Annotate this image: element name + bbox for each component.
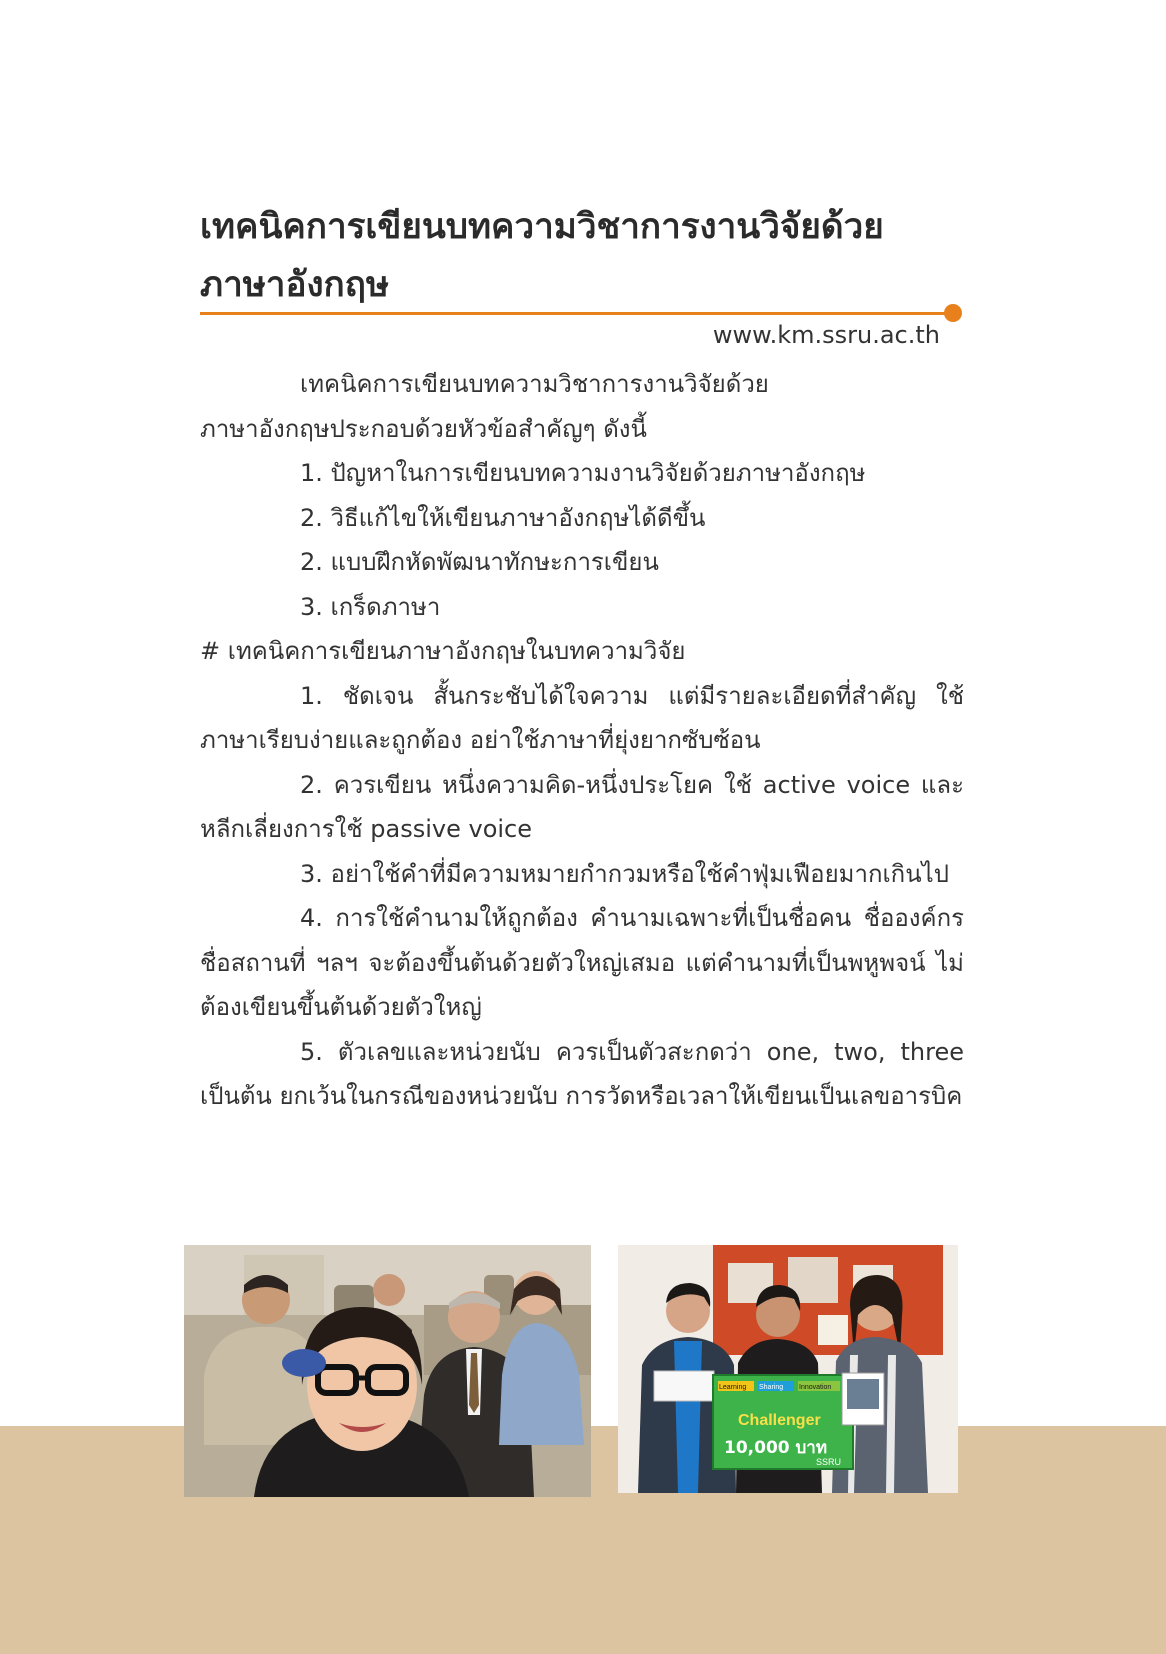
intro-line-1: เทคนิคการเขียนบทความวิชาการงานวิจัยด้วย — [300, 370, 769, 398]
tip-paragraph: 5. ตัวเลขและหน่วยนับ ควรเป็นตัวสะกดว่า one, two, three เป็นต้น ยกเว้นในกรณีของหน่วยนับ การวัดหรือเวลาให้เขียนเป็นเลขอารบิค — [200, 1037, 964, 1110]
banner-org: SSRU — [816, 1457, 842, 1467]
banner-word: Learning — [719, 1384, 747, 1391]
title-underline-dot — [944, 304, 962, 322]
workshop-group-photo — [184, 1245, 591, 1497]
section-heading: # เทคนิคการเขียนภาษาอังกฤษในบทความวิจัย — [200, 637, 686, 665]
intro-line-2: ภาษาอังกฤษประกอบด้วยหัวข้อสำคัญๆ ดังนี้ — [200, 414, 647, 443]
tip-paragraph: 3. อย่าใช้คำที่มีความหมายกำกวมหรือใช้คำฟุ่มเฟือยมากเกินไป — [300, 859, 949, 888]
workshop-photo-illustration — [184, 1245, 591, 1497]
banner-word: Innovation — [799, 1384, 832, 1391]
article-body — [200, 362, 964, 1119]
award-photo-illustration — [618, 1245, 958, 1493]
banner-word: Sharing — [759, 1384, 784, 1391]
award-ceremony-photo — [618, 1245, 958, 1493]
title-line-2: ภาษาอังกฤษ — [200, 265, 390, 305]
banner-amount: 10,000 บาท — [724, 1438, 828, 1458]
tip-paragraph: 4. การใช้คำนามให้ถูกต้อง คำนามเฉพาะที่เป็นชื่อคน ชื่อองค์กร ชื่อสถานที่ ฯลฯ จะต้องขึ้นต้นด้วยตัวใหญ่เสมอ แต่คำนามที่เป็นพหูพจน์ ไม่ต้องเขียนขึ้นต้นด้วยตัวใหญ่ — [200, 904, 964, 1021]
banner-title: Challenger — [738, 1412, 821, 1429]
topic-item: 1. ปัญหาในการเขียนบทความงานวิจัยด้วยภาษาอังกฤษ — [300, 459, 866, 487]
page-title — [200, 198, 960, 314]
topic-item: 2. วิธีแก้ไขให้เขียนภาษาอังกฤษได้ดีขึ้น — [300, 503, 706, 532]
topic-item: 2. แบบฝึกหัดพัฒนาทักษะการเขียน — [300, 548, 659, 576]
title-line-1: เทคนิคการเขียนบทความวิชาการงานวิจัยด้วย — [200, 207, 884, 247]
website-url: www.km.ssru.ac.th — [712, 321, 940, 349]
tip-paragraph: 2. ควรเขียน หนึ่งความคิด-หนึ่งประโยค ใช้ active voice และหลีกเลี่ยงการใช้ passive voice — [200, 770, 964, 843]
topic-item: 3. เกร็ดภาษา — [300, 592, 441, 621]
title-underline — [200, 312, 954, 315]
tip-paragraph: 1. ชัดเจน สั้นกระชับได้ใจความ แต่มีรายละเอียดที่สำคัญ ใช้ภาษาเรียบง่ายและถูกต้อง อย่าใช้ภาษาที่ยุ่งยากซับซ้อน — [200, 681, 964, 754]
